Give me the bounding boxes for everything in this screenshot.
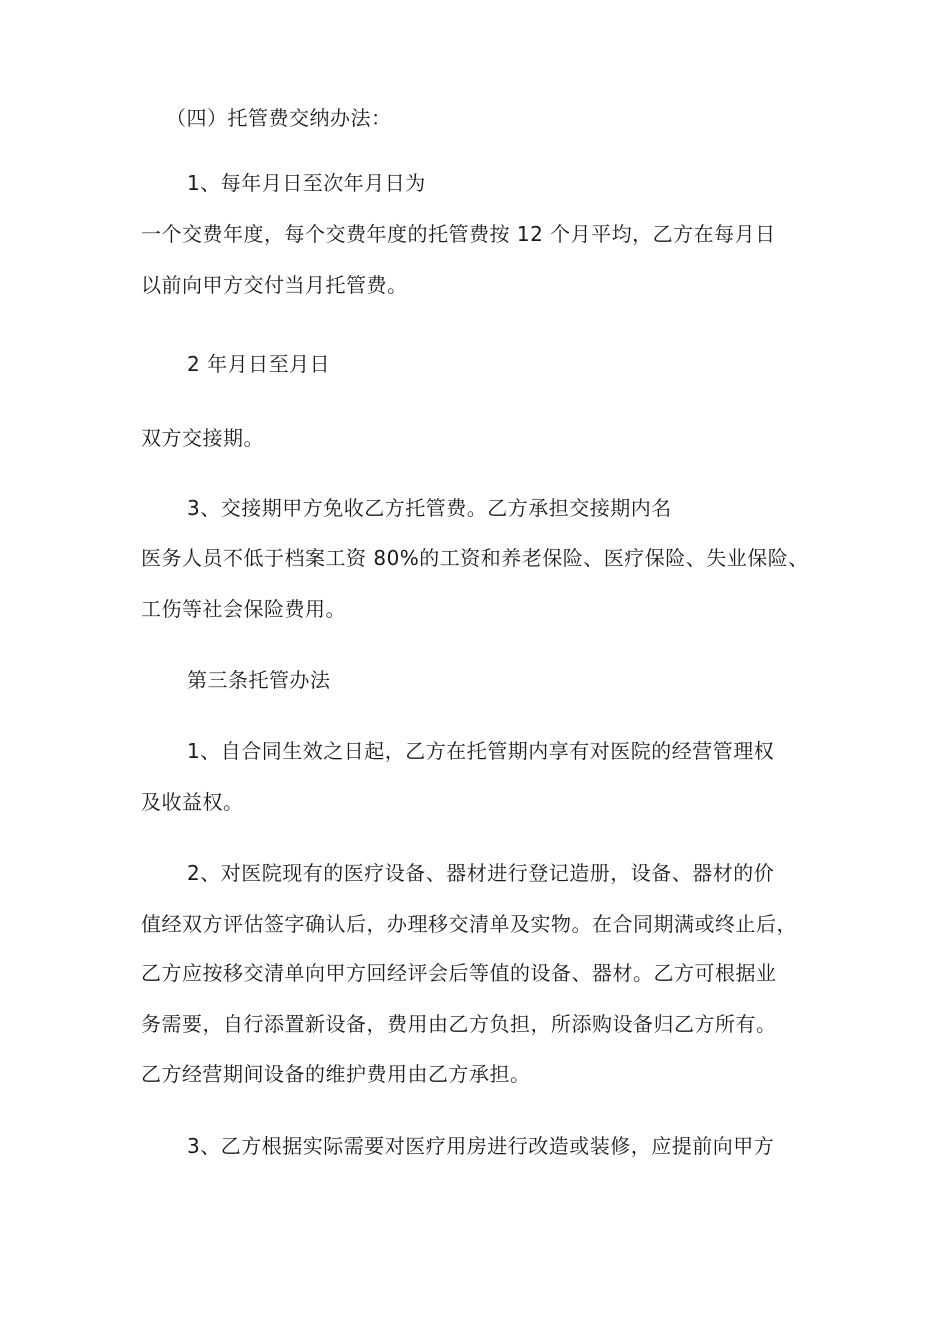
text-line: （四）托管费交纳办法：: [166, 106, 392, 130]
text-line: 以前向甲方交付当月托管费。: [141, 273, 408, 297]
text-line: 1、每年月日至次年月日为: [187, 171, 426, 195]
text-line: 乙方经营期间设备的维护费用由乙方承担。: [141, 1062, 531, 1086]
text-line: 工伤等社会保险费用。: [141, 597, 346, 621]
text-line: 1、自合同生效之日起，乙方在托管期内享有对医院的经营管理权: [187, 739, 775, 763]
text-line: 2 年月日至月日: [187, 352, 331, 376]
text-line: 3、交接期甲方免收乙方托管费。乙方承担交接期内名: [187, 496, 672, 520]
text-line: 乙方应按移交清单向甲方回经评会后等值的设备、器材。乙方可根据业: [141, 961, 777, 985]
text-line: 医务人员不低于档案工资 80%的工资和养老保险、医疗保险、失业保险、: [141, 546, 809, 570]
text-line: 及收益权。: [141, 790, 244, 814]
text-line: 一个交费年度，每个交费年度的托管费按 12 个月平均，乙方在每月日: [141, 222, 776, 246]
text-line: 双方交接期。: [141, 426, 264, 450]
text-line: 值经双方评估签字确认后，办理移交清单及实物。在合同期满或终止后，: [141, 912, 797, 936]
section-heading: 第三条托管办法: [187, 668, 331, 692]
text-line: 务需要，自行添置新设备，费用由乙方负担，所添购设备归乙方所有。: [141, 1012, 777, 1036]
text-line: 3、乙方根据实际需要对医疗用房进行改造或装修，应提前向甲方: [187, 1134, 775, 1158]
text-line: 2、对医院现有的医疗设备、器材进行登记造册，设备、器材的价: [187, 861, 775, 885]
